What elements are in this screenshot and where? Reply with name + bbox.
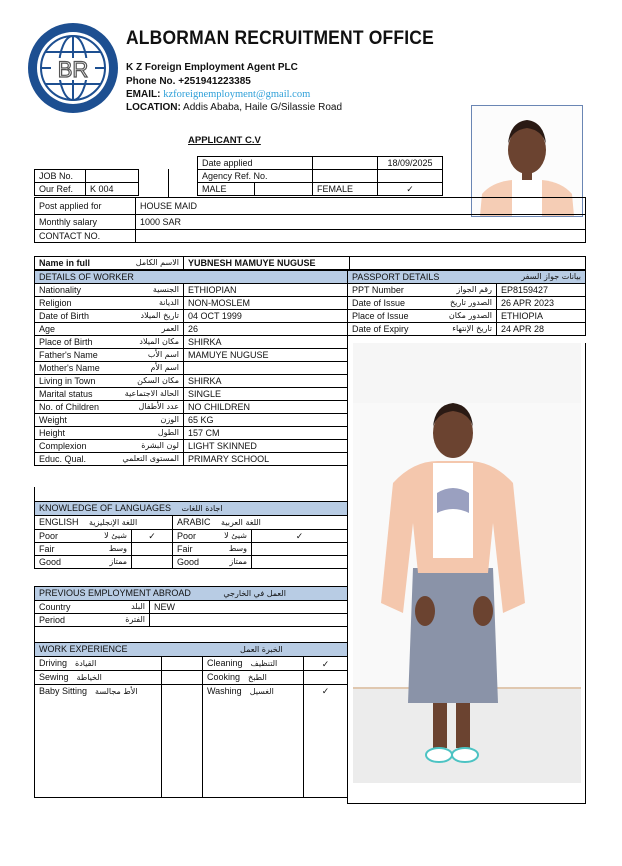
- worker-detail-label: Religion: [39, 298, 72, 308]
- worker-detail-label-cell: [35, 375, 184, 388]
- worker-detail-label-ar: مكان السكن: [137, 376, 179, 385]
- worker-detail-row: [35, 375, 348, 388]
- language-level-row: [35, 530, 348, 543]
- english-poor-check[interactable]: ✓: [132, 530, 173, 543]
- worker-detail-label-cell: [35, 401, 184, 414]
- our-ref-row: [35, 183, 139, 196]
- our-ref-value: K 004: [86, 183, 139, 196]
- name-label: Name in full: [39, 258, 91, 268]
- name-value: YUBNESH MAMUYE NUGUSE: [184, 257, 350, 270]
- passport-detail-label-cell: [348, 310, 497, 323]
- worker-detail-label: Weight: [39, 415, 67, 425]
- worker-detail-row: [35, 297, 348, 310]
- language-level-row: [35, 556, 348, 569]
- company-logo-icon: [27, 22, 119, 114]
- salary-value: 1000 SAR: [136, 215, 586, 230]
- passport-detail-label: PPT Number: [352, 285, 404, 295]
- experience-header-row: [35, 643, 348, 657]
- languages-table: [34, 501, 348, 569]
- email-label: EMAIL:: [126, 89, 161, 100]
- passport-detail-label-ar: رقم الجواز: [456, 285, 492, 294]
- male-label: MALE: [198, 183, 255, 196]
- worker-detail-label-cell: [35, 414, 184, 427]
- date-applied-label: Date applied: [198, 157, 313, 170]
- previous-employment-table: [34, 586, 348, 627]
- gender-row: [198, 183, 443, 196]
- english-label: ENGLISH: [39, 517, 79, 527]
- company-title: ALBORMAN RECRUITMENT OFFICE: [126, 28, 434, 49]
- country-row: [35, 601, 348, 614]
- worker-detail-label: Father's Name: [39, 350, 98, 360]
- arabic-poor-check[interactable]: ✓: [252, 530, 348, 543]
- salary-row: [35, 215, 586, 230]
- washing-label: Washing الغسيل: [203, 685, 304, 798]
- employment-header-ar: العمل في الخارجي: [223, 589, 286, 598]
- passport-detail-value: EP8159427: [497, 284, 586, 297]
- contact-label: CONTACT NO.: [35, 230, 136, 243]
- worker-detail-label-ar: اسم الأب: [147, 350, 179, 359]
- passport-detail-row: [348, 323, 586, 336]
- contact-value: [136, 230, 586, 243]
- applicant-full-body-photo: [353, 343, 581, 783]
- worker-detail-value: NON-MOSLEM: [184, 297, 348, 310]
- baby-sitting-label: Baby Sitting الأط مجالسة: [35, 685, 162, 798]
- sewing-label: Sewing الخياطة: [35, 671, 162, 685]
- cooking-label: Cooking الطبخ: [203, 671, 304, 685]
- worker-detail-label: Nationality: [39, 285, 82, 295]
- passport-header-row: [348, 271, 586, 284]
- worker-detail-label: Place of Birth: [39, 337, 93, 347]
- worker-detail-value: SHIRKA: [184, 336, 348, 349]
- svg-text:BR: BR: [57, 57, 89, 82]
- job-no-row: [35, 170, 139, 183]
- worker-detail-label-cell: [35, 323, 184, 336]
- worker-detail-label-ar: لون البشرة: [141, 441, 179, 450]
- worker-detail-label-cell: [35, 284, 184, 297]
- arabic-good-check[interactable]: [252, 556, 348, 569]
- worker-detail-label-ar: اسم الأم: [150, 363, 179, 372]
- arabic-good-label: Good ممتاز: [173, 556, 252, 569]
- english-good-check[interactable]: [132, 556, 173, 569]
- worker-detail-label-cell: [35, 336, 184, 349]
- worker-detail-label: Height: [39, 428, 66, 438]
- worker-detail-label-cell: [35, 453, 184, 466]
- worker-detail-value: 04 OCT 1999: [184, 310, 348, 323]
- company-name: K Z Foreign Employment Agent PLC: [126, 62, 298, 73]
- passport-detail-label: Date of Expiry: [352, 324, 409, 334]
- female-label: FEMALE: [313, 183, 378, 196]
- worker-detail-label-ar: الحالة الاجتماعية: [124, 389, 179, 398]
- phone-line: [126, 76, 251, 88]
- passport-detail-row: [348, 297, 586, 310]
- worker-detail-value: 26: [184, 323, 348, 336]
- job-no-value: [86, 170, 139, 183]
- location-value: Addis Ababa, Haile G/Silassie Road: [183, 102, 343, 113]
- country-label-cell: Country البلد: [35, 601, 150, 614]
- worker-detail-row: [35, 284, 348, 297]
- application-info-table: [197, 156, 443, 196]
- job-ref-table: [34, 169, 139, 196]
- worker-detail-label: Marital status: [39, 389, 93, 399]
- post-label: Post applied for: [35, 198, 136, 215]
- country-value: NEW: [150, 601, 348, 614]
- cleaning-label: Cleaning التنظيف: [203, 657, 304, 671]
- passport-detail-label-cell: [348, 284, 497, 297]
- english-good-label: Good ممتاز: [35, 556, 132, 569]
- worker-header: DETAILS OF WORKER: [35, 271, 348, 284]
- worker-detail-row: [35, 362, 348, 375]
- worker-details-table: [34, 270, 348, 466]
- post-row: [35, 198, 586, 215]
- worker-detail-row: [35, 414, 348, 427]
- arabic-label: ARABIC: [177, 517, 211, 527]
- worker-detail-label-ar: الطول: [157, 428, 179, 437]
- worker-detail-label-ar: الوزن: [160, 415, 179, 424]
- worker-detail-value: ETHIOPIAN: [184, 284, 348, 297]
- gap-border: [34, 487, 35, 501]
- worker-detail-label-ar: المستوى التعلمي: [122, 454, 179, 463]
- worker-detail-label-ar: العمر: [161, 324, 179, 333]
- name-row: [35, 257, 586, 270]
- worker-detail-row: [35, 427, 348, 440]
- worker-detail-row: [35, 453, 348, 466]
- worker-detail-row: [35, 323, 348, 336]
- english-fair-check[interactable]: [132, 543, 173, 556]
- languages-header-row: [35, 502, 348, 516]
- email-line: [126, 89, 310, 101]
- period-label-cell: Period الفترة: [35, 614, 150, 627]
- job-no-label: JOB No.: [35, 170, 86, 183]
- passport-detail-row: [348, 284, 586, 297]
- arabic-fair-check[interactable]: [252, 543, 348, 556]
- experience-row: [35, 671, 348, 685]
- salary-label: Monthly salary: [35, 215, 136, 230]
- passport-detail-value: 26 APR 2023: [497, 297, 586, 310]
- worker-detail-label: Date of Birth: [39, 311, 90, 321]
- worker-detail-label-cell: [35, 362, 184, 375]
- passport-detail-label-ar: الصدور تاريخ: [450, 298, 492, 307]
- language-names-row: [35, 516, 348, 530]
- worker-detail-value: MAMUYE NUGUSE: [184, 349, 348, 362]
- worker-detail-label: Educ. Qual.: [39, 454, 87, 464]
- languages-header: KNOWLEDGE OF LANGUAGES: [39, 503, 172, 513]
- employment-header-cell: [35, 587, 348, 601]
- worker-detail-label-cell: [35, 349, 184, 362]
- english-poor-label: Poor شيئ لا: [35, 530, 132, 543]
- baby-sitting-check[interactable]: [162, 685, 203, 798]
- english-label-ar: اللغة الإنجليزية: [89, 518, 138, 527]
- work-experience-table: [34, 642, 348, 798]
- worker-detail-label: No. of Children: [39, 402, 100, 412]
- worker-detail-value: LIGHT SKINNED: [184, 440, 348, 453]
- right-border: [585, 343, 586, 804]
- passport-detail-label: Date of Issue: [352, 298, 406, 308]
- arabic-label-ar: اللغة العربية: [221, 518, 261, 527]
- worker-detail-label-ar: مكان الميلاد: [139, 337, 179, 346]
- female-checkbox[interactable]: ✓: [378, 183, 443, 196]
- worker-detail-label-ar: عدد الأطفال: [138, 402, 179, 411]
- name-spacer: [350, 257, 586, 270]
- passport-detail-label-cell: [348, 323, 497, 336]
- period-value: [150, 614, 348, 627]
- agency-ref-label: Agency Ref. No.: [198, 170, 313, 183]
- arabic-fair-label: Fair وسط: [173, 543, 252, 556]
- location-label: LOCATION:: [126, 102, 181, 113]
- worker-detail-label-ar: الديانة: [158, 298, 179, 307]
- passport-detail-label: Place of Issue: [352, 311, 409, 321]
- passport-header-cell: [348, 271, 586, 284]
- worker-header-row: [35, 271, 348, 284]
- contact-row: [35, 230, 586, 243]
- driving-check[interactable]: [162, 657, 203, 671]
- passport-detail-value: ETHIOPIA: [497, 310, 586, 323]
- passport-header: PASSPORT DETAILS: [352, 272, 440, 282]
- worker-detail-label: Mother's Name: [39, 363, 100, 373]
- worker-detail-label-cell: [35, 297, 184, 310]
- divider: [168, 169, 169, 197]
- language-level-row: [35, 543, 348, 556]
- worker-detail-label: Living in Town: [39, 376, 96, 386]
- male-checkbox[interactable]: [255, 183, 313, 196]
- cv-title: APPLICANT C.V: [188, 135, 261, 146]
- passport-details-table: [347, 270, 586, 336]
- experience-header-ar: الخبرة العمل: [240, 645, 283, 654]
- worker-detail-row: [35, 336, 348, 349]
- worker-detail-row: [35, 349, 348, 362]
- post-value: HOUSE MAID: [136, 198, 586, 215]
- our-ref-label: Our Ref.: [35, 183, 86, 196]
- worker-detail-row: [35, 388, 348, 401]
- experience-header-cell: [35, 643, 348, 657]
- worker-detail-value: SHIRKA: [184, 375, 348, 388]
- phone-label: Phone No.: [126, 76, 176, 87]
- date-applied-spacer: [313, 157, 378, 170]
- employment-header: PREVIOUS EMPLOYMENT ABROAD: [39, 588, 191, 598]
- agency-ref-spacer: [313, 170, 378, 183]
- passport-detail-label-ar: الصدور مكان: [448, 311, 492, 320]
- phone-number: +251941223385: [178, 76, 251, 87]
- worker-detail-value: 157 CM: [184, 427, 348, 440]
- worker-detail-value: 65 KG: [184, 414, 348, 427]
- name-label-cell: [35, 257, 184, 270]
- worker-detail-value: [184, 362, 348, 375]
- location-line: [126, 102, 342, 114]
- worker-detail-row: [35, 440, 348, 453]
- date-applied-row: [198, 157, 443, 170]
- worker-detail-value: PRIMARY SCHOOL: [184, 453, 348, 466]
- worker-detail-label-cell: [35, 440, 184, 453]
- name-label-ar: الاسم الكامل: [135, 258, 179, 267]
- agency-ref-row: [198, 170, 443, 183]
- period-row: [35, 614, 348, 627]
- arabic-cell: [173, 516, 348, 530]
- experience-row: [35, 685, 348, 798]
- passport-header-ar: بيانات جواز السفر: [521, 272, 581, 281]
- languages-header-ar: اجادة اللغات: [181, 504, 223, 513]
- sewing-check[interactable]: [162, 671, 203, 685]
- date-applied-value: 18/09/2025: [378, 157, 443, 170]
- worker-detail-label: Age: [39, 324, 56, 334]
- passport-detail-value: 24 APR 28: [497, 323, 586, 336]
- worker-detail-label-ar: الجنسية: [152, 285, 179, 294]
- cooking-check[interactable]: [304, 671, 348, 685]
- email-link[interactable]: kzforeignemployment@gmail.com: [163, 89, 311, 100]
- experience-header: WORK EXPERIENCE: [39, 644, 128, 654]
- driving-label: Driving القيادة: [35, 657, 162, 671]
- cleaning-check[interactable]: ✓: [304, 657, 348, 671]
- passport-detail-label-ar: تاريخ الإنتهاء: [452, 324, 492, 333]
- worker-detail-label-cell: [35, 388, 184, 401]
- arabic-poor-label: Poor شيئ لا: [173, 530, 252, 543]
- washing-check[interactable]: ✓: [304, 685, 348, 798]
- bottom-border: [347, 803, 586, 804]
- post-table: [34, 197, 586, 243]
- worker-detail-row: [35, 310, 348, 323]
- worker-detail-label-ar: تاريخ الميلاد: [140, 311, 179, 320]
- english-cell: [35, 516, 173, 530]
- experience-row: [35, 657, 348, 671]
- english-fair-label: Fair وسط: [35, 543, 132, 556]
- worker-detail-label: Complexion: [39, 441, 87, 451]
- passport-detail-label-cell: [348, 297, 497, 310]
- employment-header-row: [35, 587, 348, 601]
- worker-detail-row: [35, 401, 348, 414]
- agency-ref-value: [378, 170, 443, 183]
- worker-detail-value: NO CHILDREN: [184, 401, 348, 414]
- name-table: [34, 256, 586, 270]
- worker-detail-value: SINGLE: [184, 388, 348, 401]
- worker-detail-label-cell: [35, 310, 184, 323]
- worker-detail-label-cell: [35, 427, 184, 440]
- passport-detail-row: [348, 310, 586, 323]
- languages-header-cell: [35, 502, 348, 516]
